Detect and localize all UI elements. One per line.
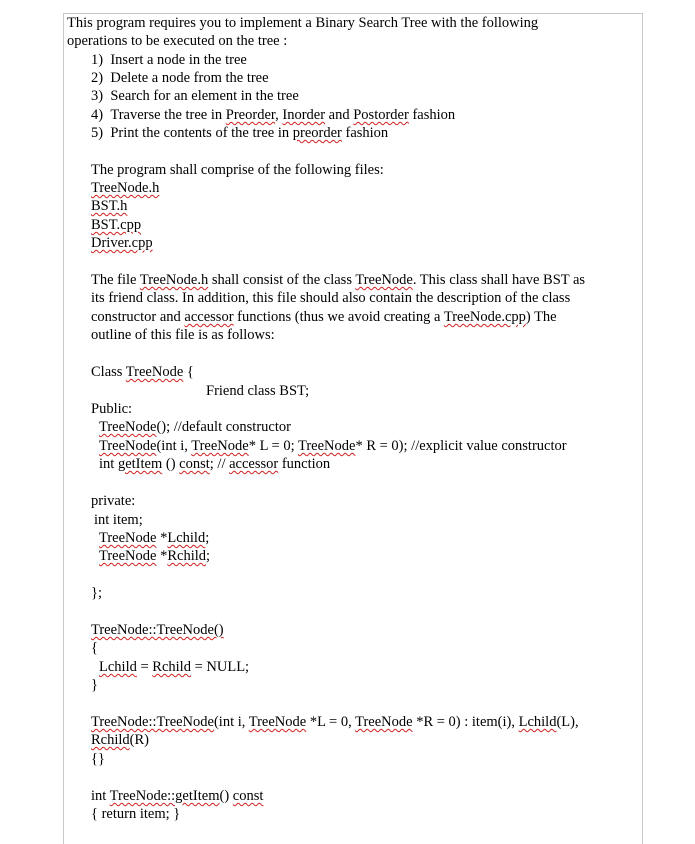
text: functions (thus we avoid creating a xyxy=(233,309,444,325)
text: () xyxy=(162,456,180,472)
text: function xyxy=(278,456,331,472)
spell-word: TreeNode xyxy=(355,714,413,730)
spell-word: TreeNode xyxy=(99,530,157,546)
code-line: {} xyxy=(91,751,105,767)
text: (int i, xyxy=(156,438,192,454)
operation-number: 5) xyxy=(91,125,104,141)
spell-word: const xyxy=(232,788,264,804)
operation-item xyxy=(91,124,388,142)
text: int xyxy=(99,456,118,472)
code-line: private: xyxy=(91,493,136,509)
code-line: int item; xyxy=(94,512,143,528)
spell-word: Inorder xyxy=(282,107,326,123)
text: constructor and xyxy=(91,309,185,325)
spell-word: TreeNode xyxy=(248,714,307,730)
code-line: }; xyxy=(91,585,102,601)
spell-word: preorder xyxy=(292,125,342,141)
text: () xyxy=(219,788,233,804)
text: * L = 0; xyxy=(248,438,298,454)
spell-word: Lchild xyxy=(518,714,557,730)
text: (); //default constructor xyxy=(156,419,291,435)
intro-line-2: operations to be executed on the tree : xyxy=(67,33,288,49)
code-line xyxy=(91,787,263,805)
code-line xyxy=(91,363,194,381)
spell-word: TreeNode xyxy=(99,548,157,564)
code-line xyxy=(99,418,291,436)
code-line: { return item; } xyxy=(91,806,181,822)
spell-word: TreeNode::getItem xyxy=(109,788,220,804)
operation-text: Search for an element in the tree xyxy=(110,88,299,104)
spell-word: Rchild xyxy=(167,548,207,564)
operation-item xyxy=(91,106,455,124)
operation-text: Insert a node in the tree xyxy=(110,52,247,68)
files-intro: The program shall comprise of the following files: xyxy=(91,162,384,178)
text: (int i, xyxy=(213,714,249,730)
operation-text: Traverse the tree in xyxy=(110,107,226,123)
text: = NULL; xyxy=(190,659,250,675)
spell-word: TreeNode xyxy=(355,272,413,288)
text: (R) xyxy=(129,732,150,748)
operation-item xyxy=(91,69,269,87)
text: * xyxy=(156,530,168,546)
text: *R = 0) : item(i), xyxy=(412,714,519,730)
text: shall consist of the class xyxy=(208,272,356,288)
spell-word: TreeNode xyxy=(125,364,184,380)
text: { xyxy=(183,364,194,380)
text: * R = 0); //explicit value constructor xyxy=(355,438,567,454)
code-line: { xyxy=(91,640,98,656)
text: (L), xyxy=(556,714,579,730)
text: *L = 0, xyxy=(306,714,356,730)
spell-word: TreeNode xyxy=(297,438,356,454)
text: ) The xyxy=(525,309,557,325)
text: . This class shall have BST as xyxy=(412,272,586,288)
operation-item xyxy=(91,87,299,105)
text: int xyxy=(91,788,110,804)
text: ; xyxy=(205,530,210,546)
code-line xyxy=(91,731,149,749)
text: ; xyxy=(206,548,211,564)
paragraph-line: outline of this file is as follows: xyxy=(91,327,275,343)
operation-text: fashion xyxy=(341,125,389,141)
code-line xyxy=(99,547,210,565)
spell-word: getItem xyxy=(117,456,163,472)
file-name xyxy=(91,179,159,197)
operation-text: fashion xyxy=(408,107,456,123)
code-line xyxy=(99,437,567,455)
spell-word: Lchild xyxy=(99,659,137,675)
text: Class xyxy=(91,364,126,380)
paragraph-line xyxy=(91,271,585,289)
operation-item xyxy=(91,51,247,69)
spell-word: Lchild xyxy=(167,530,206,546)
spell-word: Preorder xyxy=(225,107,276,123)
code-line: } xyxy=(91,677,98,693)
operation-text: Print the contents of the tree in xyxy=(110,125,293,141)
text: * xyxy=(156,548,168,564)
operation-text: , xyxy=(275,107,283,123)
spell-word: BST.h xyxy=(91,198,128,214)
code-line xyxy=(99,658,249,676)
code-line xyxy=(99,455,330,473)
operation-text: Delete a node from the tree xyxy=(110,70,269,86)
paragraph-line: its friend class. In addition, this file should also contain the description of the class xyxy=(91,290,571,306)
spell-word: const xyxy=(179,456,210,472)
intro-line-1: This program requires you to implement a Binary Search Tree with the following xyxy=(67,15,539,31)
file-name xyxy=(91,197,127,215)
spell-word: Rchild xyxy=(152,659,191,675)
code-line: Friend class BST; xyxy=(206,383,310,399)
code-line xyxy=(99,529,209,547)
spell-word: TreeNode xyxy=(191,438,249,454)
paragraph-line xyxy=(91,308,557,326)
file-name xyxy=(91,234,153,252)
spell-word: Postorder xyxy=(353,107,409,123)
spell-word: TreeNode.h xyxy=(139,272,209,288)
spell-word: BST.cpp xyxy=(91,217,142,233)
spell-word: TreeNode::TreeNode() xyxy=(91,622,224,638)
spell-word: TreeNode::TreeNode xyxy=(91,714,214,730)
text: = xyxy=(136,659,153,675)
spell-word: Rchild xyxy=(91,732,130,748)
operation-number: 2) xyxy=(91,70,104,86)
code-line: Public: xyxy=(91,401,133,417)
spell-word: accessor xyxy=(184,309,234,325)
file-name xyxy=(91,216,141,234)
text: ; // xyxy=(209,456,230,472)
code-line xyxy=(91,713,579,731)
spell-word: TreeNode.cpp xyxy=(443,309,526,325)
spell-word: accessor xyxy=(229,456,279,472)
code-line xyxy=(91,621,224,639)
spell-word: TreeNode xyxy=(99,438,157,454)
spell-word: Driver.cpp xyxy=(91,235,153,251)
operation-text: and xyxy=(325,107,354,123)
operation-number: 3) xyxy=(91,88,104,104)
spell-word: TreeNode xyxy=(99,419,157,435)
operation-number: 1) xyxy=(91,52,104,68)
spell-word: TreeNode.h xyxy=(91,180,160,196)
text: The file xyxy=(91,272,140,288)
operation-number: 4) xyxy=(91,107,104,123)
